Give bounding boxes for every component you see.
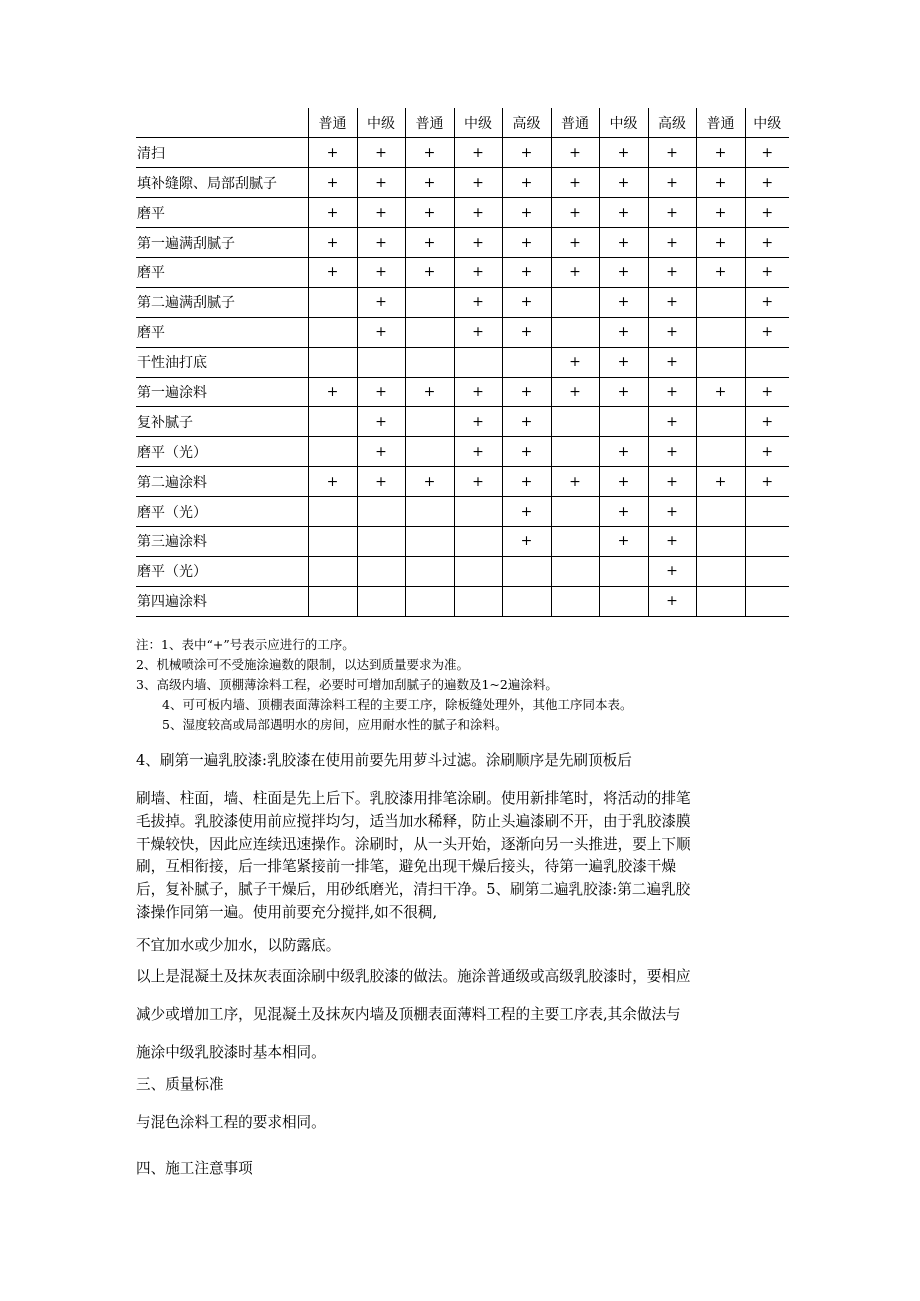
process-cell: + bbox=[648, 198, 696, 228]
process-cell bbox=[308, 497, 357, 527]
process-cell: + bbox=[599, 198, 648, 228]
table-row bbox=[136, 377, 789, 407]
process-cell bbox=[551, 287, 599, 317]
process-cell: + bbox=[648, 437, 696, 467]
header-cell: 中级 bbox=[454, 108, 502, 138]
note-3: 3、高级内墙、顶棚薄涂料工程，必要时可增加刮腻子的遍数及1~2遍涂料。 bbox=[136, 677, 558, 692]
heading-quality-standard: 三、质量标准 bbox=[136, 1076, 224, 1093]
process-cell: + bbox=[405, 138, 454, 168]
process-cell bbox=[357, 556, 405, 586]
process-cell: + bbox=[599, 168, 648, 198]
process-cell bbox=[551, 437, 599, 467]
row-label: 第三遍涂料 bbox=[136, 526, 308, 556]
text-line: 干燥较快，因此应连续迅速操作。涂刷时，从一头开始，逐渐向另一头推进，要上下顺 bbox=[136, 835, 691, 853]
process-cell: + bbox=[648, 228, 696, 258]
process-cell bbox=[405, 437, 454, 467]
row-label: 磨平（光） bbox=[136, 556, 308, 586]
text-line: 漆操作同第一遍。使用前要充分搅拌,如不很稠, bbox=[136, 903, 438, 921]
process-cell bbox=[405, 526, 454, 556]
process-cell: + bbox=[454, 317, 502, 347]
process-cell: + bbox=[745, 287, 789, 317]
process-cell: + bbox=[745, 198, 789, 228]
process-cell bbox=[502, 586, 551, 616]
paragraph-no-water: 不宜加水或少加水，以防露底。 bbox=[136, 937, 341, 954]
process-cell: + bbox=[745, 437, 789, 467]
process-cell bbox=[454, 497, 502, 527]
process-cell: + bbox=[454, 138, 502, 168]
process-cell: + bbox=[357, 467, 405, 497]
header-cell: 普通 bbox=[696, 108, 745, 138]
header-cell: 高级 bbox=[502, 108, 551, 138]
process-cell: + bbox=[745, 407, 789, 437]
header-cell: 中级 bbox=[357, 108, 405, 138]
process-cell: + bbox=[308, 138, 357, 168]
process-cell: + bbox=[454, 377, 502, 407]
table-row bbox=[136, 467, 789, 497]
process-cell: + bbox=[599, 257, 648, 287]
note-2: 2、机械喷涂可不受施涂遍数的限制，以达到质量要求为准。 bbox=[136, 657, 469, 672]
process-cell: + bbox=[696, 257, 745, 287]
header-cell: 中级 bbox=[745, 108, 789, 138]
table-row bbox=[136, 586, 789, 616]
process-cell bbox=[551, 556, 599, 586]
paragraph-summary-line-3: 施涂中级乳胶漆时基本相同。 bbox=[136, 1044, 326, 1061]
process-cell bbox=[599, 407, 648, 437]
row-label: 第二遍涂料 bbox=[136, 467, 308, 497]
process-cell: + bbox=[551, 347, 599, 377]
process-cell: + bbox=[454, 467, 502, 497]
process-cell: + bbox=[696, 377, 745, 407]
table-row bbox=[136, 526, 789, 556]
row-label: 填补缝隙、局部刮腻子 bbox=[136, 168, 308, 198]
process-cell: + bbox=[502, 257, 551, 287]
process-cell bbox=[405, 556, 454, 586]
process-cell: + bbox=[745, 138, 789, 168]
process-cell: + bbox=[357, 377, 405, 407]
process-cell bbox=[357, 347, 405, 377]
process-cell: + bbox=[308, 168, 357, 198]
process-cell: + bbox=[696, 467, 745, 497]
table-row bbox=[136, 317, 789, 347]
process-cell bbox=[551, 586, 599, 616]
process-cell bbox=[308, 287, 357, 317]
row-label: 磨平 bbox=[136, 317, 308, 347]
process-cell: + bbox=[648, 407, 696, 437]
process-cell: + bbox=[502, 228, 551, 258]
note-4: 4、可可板内墙、顶棚表面薄涂料工程的主要工序，除板缝处理外，其他工序同本表。 bbox=[162, 697, 633, 712]
process-cell bbox=[502, 347, 551, 377]
row-label: 复补腻子 bbox=[136, 407, 308, 437]
process-cell bbox=[454, 556, 502, 586]
process-cell: + bbox=[502, 467, 551, 497]
process-cell: + bbox=[599, 287, 648, 317]
process-cell bbox=[551, 526, 599, 556]
process-cell bbox=[696, 317, 745, 347]
process-cell bbox=[696, 526, 745, 556]
row-label: 第一遍涂料 bbox=[136, 377, 308, 407]
table-row bbox=[136, 287, 789, 317]
process-cell bbox=[357, 497, 405, 527]
header-corner-cell bbox=[136, 108, 308, 138]
table-row bbox=[136, 437, 789, 467]
process-cell bbox=[696, 586, 745, 616]
process-cell bbox=[745, 497, 789, 527]
process-cell: + bbox=[357, 228, 405, 258]
process-cell: + bbox=[745, 228, 789, 258]
note-1: 注：1、表中“+”号表示应进行的工序。 bbox=[136, 637, 355, 652]
process-cell bbox=[308, 347, 357, 377]
table-row bbox=[136, 257, 789, 287]
process-cell: + bbox=[648, 287, 696, 317]
process-cell: + bbox=[648, 138, 696, 168]
process-cell bbox=[308, 586, 357, 616]
process-cell bbox=[696, 497, 745, 527]
process-cell: + bbox=[745, 377, 789, 407]
process-cell: + bbox=[357, 168, 405, 198]
process-cell: + bbox=[599, 526, 648, 556]
header-cell: 普通 bbox=[405, 108, 454, 138]
table-row bbox=[136, 138, 789, 168]
process-cell: + bbox=[599, 497, 648, 527]
process-cell bbox=[405, 287, 454, 317]
process-cell bbox=[696, 407, 745, 437]
process-cell: + bbox=[599, 437, 648, 467]
process-cell: + bbox=[357, 287, 405, 317]
process-cell: + bbox=[551, 168, 599, 198]
process-cell bbox=[405, 347, 454, 377]
process-cell: + bbox=[502, 138, 551, 168]
row-label: 磨平 bbox=[136, 198, 308, 228]
process-cell: + bbox=[648, 526, 696, 556]
process-cell bbox=[551, 317, 599, 347]
process-cell: + bbox=[357, 407, 405, 437]
process-cell: + bbox=[696, 198, 745, 228]
process-cell bbox=[551, 407, 599, 437]
process-cell: + bbox=[357, 437, 405, 467]
process-cell bbox=[502, 556, 551, 586]
process-cell bbox=[696, 287, 745, 317]
process-cell bbox=[696, 347, 745, 377]
process-cell: + bbox=[405, 228, 454, 258]
process-cell bbox=[454, 347, 502, 377]
process-cell: + bbox=[308, 228, 357, 258]
paragraph-summary-line-1: 以上是混凝土及抹灰表面涂刷中级乳胶漆的做法。施涂普通级或高级乳胶漆时，要相应 bbox=[136, 968, 691, 985]
process-cell: + bbox=[405, 198, 454, 228]
process-cell: + bbox=[745, 257, 789, 287]
header-cell: 普通 bbox=[308, 108, 357, 138]
process-cell: + bbox=[551, 257, 599, 287]
process-cell: + bbox=[648, 168, 696, 198]
process-cell bbox=[308, 556, 357, 586]
table-row bbox=[136, 556, 789, 586]
process-cell: + bbox=[454, 168, 502, 198]
process-cell: + bbox=[502, 437, 551, 467]
process-cell bbox=[454, 586, 502, 616]
process-cell bbox=[745, 556, 789, 586]
process-cell: + bbox=[454, 257, 502, 287]
process-cell: + bbox=[648, 586, 696, 616]
process-cell bbox=[308, 437, 357, 467]
paragraph-summary-line-2: 减少或增加工序，见混凝土及抹灰内墙及顶棚表面薄料工程的主要工序表,其余做法与 bbox=[136, 1006, 681, 1023]
process-cell bbox=[308, 407, 357, 437]
process-cell: + bbox=[551, 228, 599, 258]
process-cell bbox=[405, 317, 454, 347]
paragraph-step-4: 4、刷第一遍乳胶漆:乳胶漆在使用前要先用萝斗过滤。涂刷顺序是先刷顶板后 bbox=[136, 752, 632, 769]
process-cell: + bbox=[357, 317, 405, 347]
table-row bbox=[136, 228, 789, 258]
process-cell bbox=[308, 526, 357, 556]
process-cell: + bbox=[648, 317, 696, 347]
process-cell bbox=[357, 526, 405, 556]
header-cell: 高级 bbox=[648, 108, 696, 138]
text-line: 刷，互相衔接，后一排笔紧接前一排笔，避免出现干燥后接头，待第一遍乳胶漆干燥 bbox=[136, 858, 676, 876]
process-cell: + bbox=[308, 377, 357, 407]
process-cell bbox=[405, 586, 454, 616]
process-cell: + bbox=[357, 257, 405, 287]
process-cell: + bbox=[502, 497, 551, 527]
process-cell bbox=[745, 586, 789, 616]
process-cell: + bbox=[648, 467, 696, 497]
process-cell: + bbox=[454, 228, 502, 258]
process-cell bbox=[745, 347, 789, 377]
row-label: 磨平（光） bbox=[136, 497, 308, 527]
process-cell: + bbox=[502, 168, 551, 198]
process-cell: + bbox=[599, 138, 648, 168]
process-cell: + bbox=[454, 198, 502, 228]
header-cell: 普通 bbox=[551, 108, 599, 138]
process-cell: + bbox=[745, 168, 789, 198]
process-cell: + bbox=[648, 347, 696, 377]
process-cell bbox=[599, 586, 648, 616]
table-row bbox=[136, 347, 789, 377]
process-cell: + bbox=[502, 526, 551, 556]
process-cell bbox=[745, 526, 789, 556]
process-cell: + bbox=[648, 377, 696, 407]
process-cell: + bbox=[502, 198, 551, 228]
process-cell: + bbox=[648, 556, 696, 586]
process-cell: + bbox=[308, 257, 357, 287]
table-row bbox=[136, 497, 789, 527]
process-cell: + bbox=[599, 347, 648, 377]
row-label: 干性油打底 bbox=[136, 347, 308, 377]
process-cell: + bbox=[405, 467, 454, 497]
row-label: 第一遍满刮腻子 bbox=[136, 228, 308, 258]
table-header-row bbox=[136, 108, 789, 138]
process-cell: + bbox=[696, 138, 745, 168]
process-cell bbox=[405, 407, 454, 437]
process-cell bbox=[357, 586, 405, 616]
process-cell: + bbox=[502, 317, 551, 347]
process-cell: + bbox=[599, 377, 648, 407]
note-5: 5、湿度较高或局部遇明水的房间，应用耐水性的腻子和涂料。 bbox=[162, 717, 508, 732]
process-cell: + bbox=[502, 377, 551, 407]
table-row bbox=[136, 168, 789, 198]
process-table bbox=[136, 108, 789, 617]
process-cell: + bbox=[405, 377, 454, 407]
process-cell: + bbox=[551, 198, 599, 228]
process-cell: + bbox=[454, 287, 502, 317]
process-cell: + bbox=[648, 257, 696, 287]
text-line: 毛拔掉。乳胶漆使用前应搅拌均匀，适当加水稀释，防止头遍漆刷不开，由于乳胶漆膜 bbox=[136, 812, 691, 830]
process-cell: + bbox=[454, 437, 502, 467]
process-cell bbox=[454, 526, 502, 556]
process-cell: + bbox=[308, 467, 357, 497]
process-cell: + bbox=[551, 138, 599, 168]
paragraph-step-4-continued bbox=[136, 788, 796, 925]
process-cell: + bbox=[551, 377, 599, 407]
process-cell bbox=[696, 556, 745, 586]
process-cell: + bbox=[502, 287, 551, 317]
process-cell bbox=[308, 317, 357, 347]
process-cell: + bbox=[745, 467, 789, 497]
process-cell bbox=[599, 556, 648, 586]
process-cell bbox=[405, 497, 454, 527]
process-cell: + bbox=[308, 198, 357, 228]
row-label: 磨平 bbox=[136, 257, 308, 287]
text-line: 后，复补腻子，腻子干燥后，用砂纸磨光，清扫干净。5、刷第二遍乳胶漆:第二遍乳胶 bbox=[136, 881, 691, 899]
paragraph-quality-standard: 与混色涂料工程的要求相同。 bbox=[136, 1114, 326, 1131]
heading-construction-notes: 四、施工注意事项 bbox=[136, 1160, 253, 1177]
process-cell: + bbox=[599, 467, 648, 497]
process-cell: + bbox=[502, 407, 551, 437]
process-cell: + bbox=[599, 228, 648, 258]
process-cell: + bbox=[696, 168, 745, 198]
process-cell: + bbox=[357, 198, 405, 228]
row-label: 第二遍满刮腻子 bbox=[136, 287, 308, 317]
process-cell: + bbox=[745, 317, 789, 347]
process-cell: + bbox=[405, 168, 454, 198]
row-label: 第四遍涂料 bbox=[136, 586, 308, 616]
process-cell: + bbox=[405, 257, 454, 287]
process-cell bbox=[551, 497, 599, 527]
process-cell: + bbox=[454, 407, 502, 437]
process-cell: + bbox=[357, 138, 405, 168]
process-cell: + bbox=[551, 467, 599, 497]
text-line: 刷墙、柱面，墙、柱面是先上后下。乳胶漆用排笔涂刷。使用新排笔时，将活动的排笔 bbox=[136, 790, 691, 807]
table-row bbox=[136, 407, 789, 437]
process-cell bbox=[696, 437, 745, 467]
row-label: 磨平（光） bbox=[136, 437, 308, 467]
process-cell: + bbox=[599, 317, 648, 347]
process-cell: + bbox=[696, 228, 745, 258]
process-cell: + bbox=[648, 497, 696, 527]
row-label: 清扫 bbox=[136, 138, 308, 168]
header-cell: 中级 bbox=[599, 108, 648, 138]
table-row bbox=[136, 198, 789, 228]
